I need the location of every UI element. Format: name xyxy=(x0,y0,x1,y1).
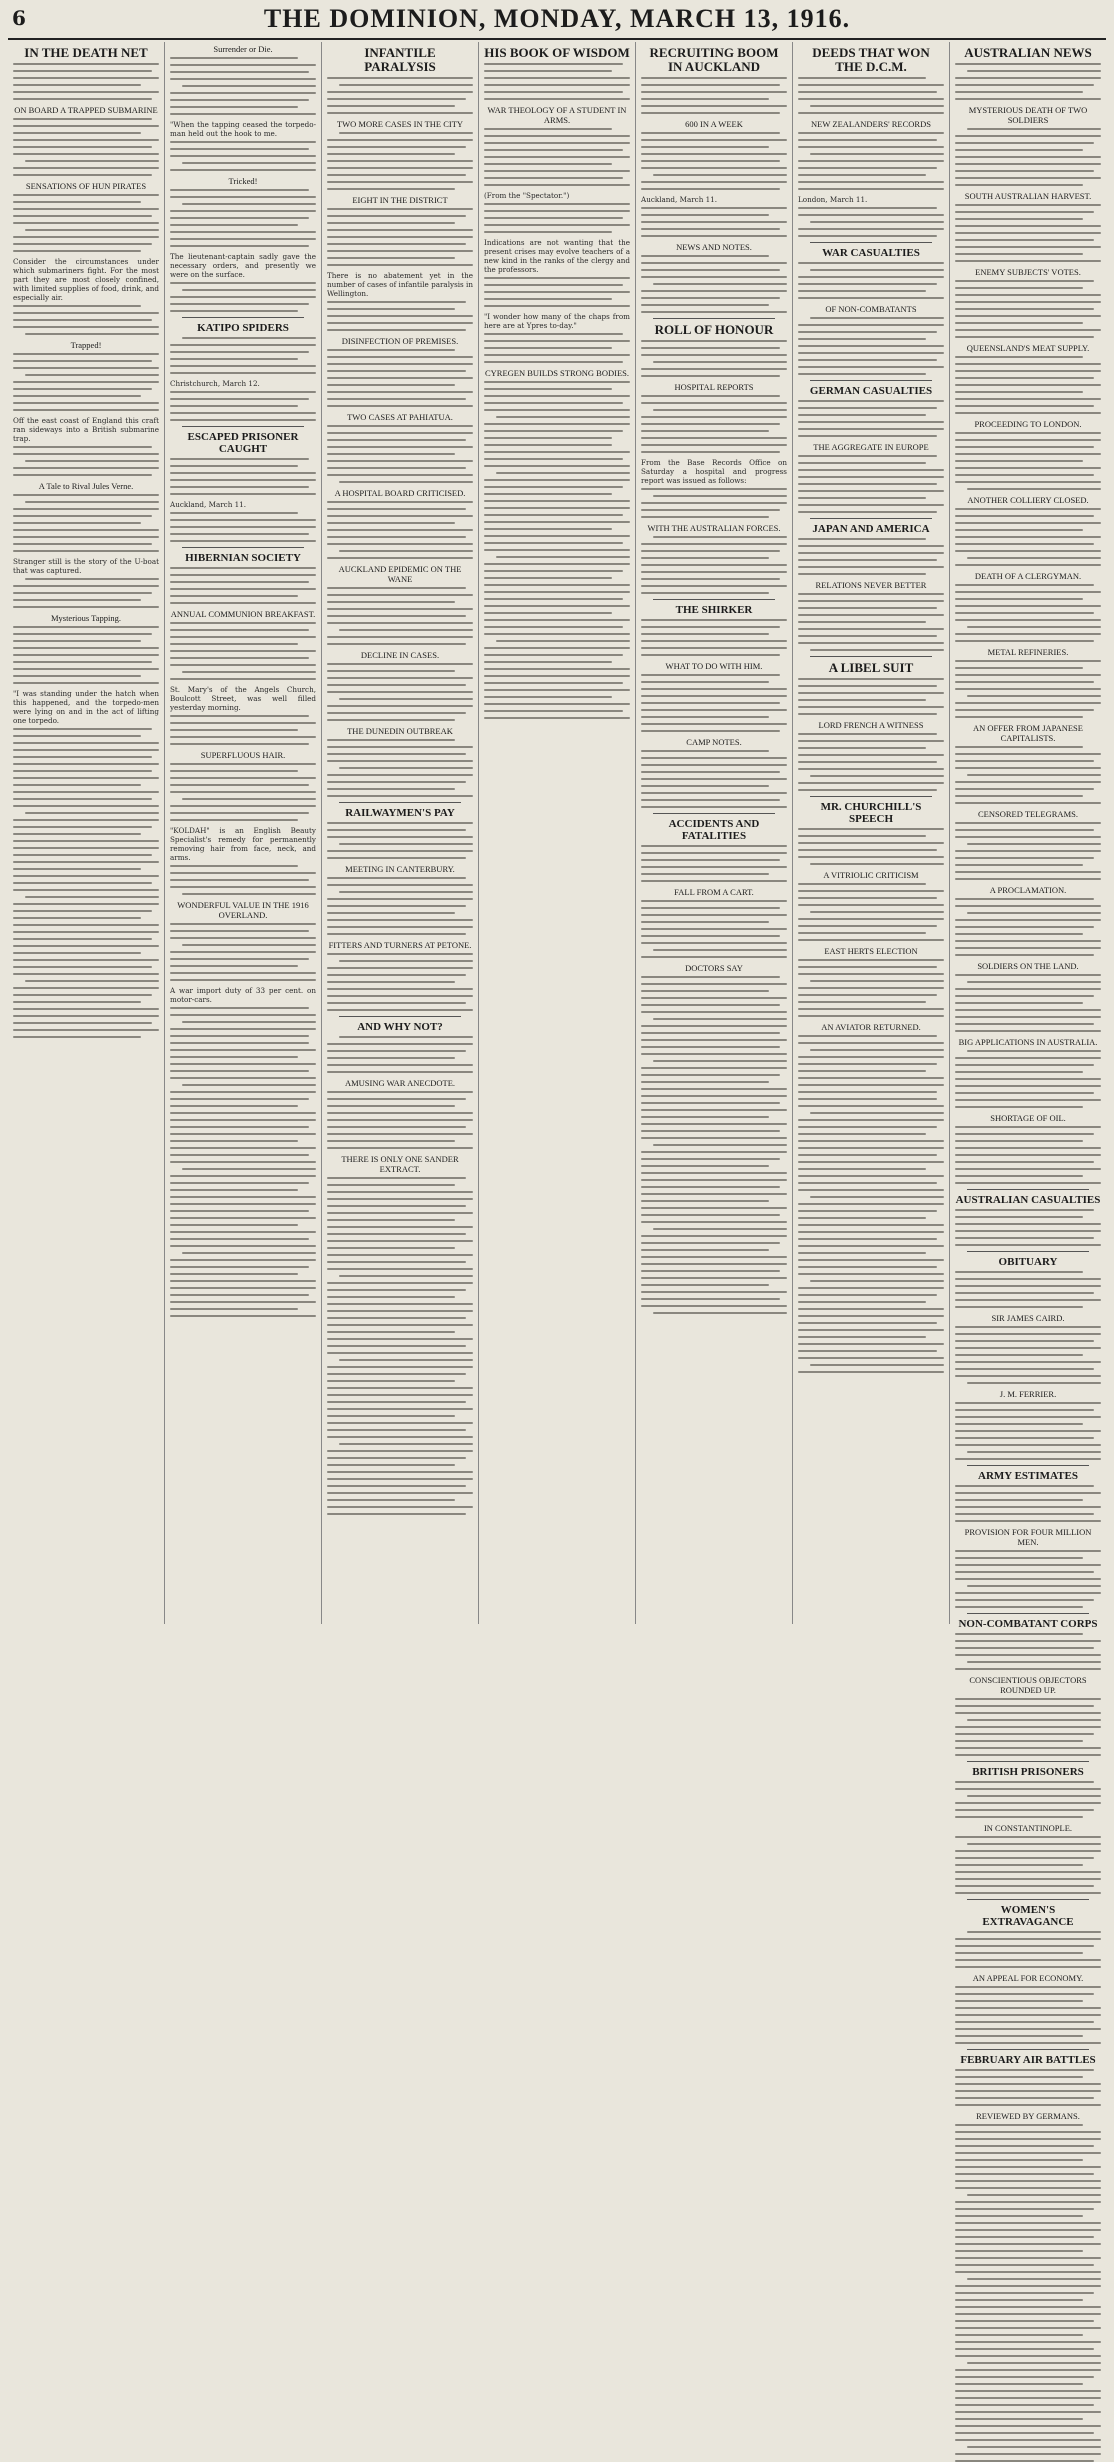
column-6 xyxy=(792,42,949,1624)
subheading: PROVISION FOR FOUR MILLION MEN. xyxy=(964,1527,1092,1547)
body-text-lines xyxy=(798,538,944,575)
article-headline: THE SHIRKER xyxy=(675,604,753,616)
body-text-lines xyxy=(955,746,1101,804)
body-text-lines xyxy=(13,194,159,252)
article-headline: RECRUITING BOOM IN AUCKLAND xyxy=(649,45,779,74)
subheading: EIGHT IN THE DISTRICT xyxy=(352,195,448,205)
article-headline: JAPAN AND AMERICA xyxy=(812,523,930,535)
newspaper-title: THE DOMINION, MONDAY, MARCH 13, 1916. xyxy=(263,4,851,33)
subheading: OF NON-COMBATANTS xyxy=(825,304,917,314)
subheading: ENEMY SUBJECTS' VOTES. xyxy=(975,267,1081,277)
article-divider xyxy=(182,547,304,548)
body-text-lines xyxy=(955,1126,1101,1184)
article-divider xyxy=(182,426,304,427)
body-text-lines xyxy=(641,845,787,882)
article-divider xyxy=(967,1189,1089,1190)
body-text-lines xyxy=(641,488,787,518)
article-divider xyxy=(810,242,932,243)
subheading: NEW ZEALANDERS' RECORDS xyxy=(811,119,931,129)
subheading: METAL REFINERIES. xyxy=(987,647,1069,657)
subheading: A HOSPITAL BOARD CRITICISED. xyxy=(334,488,466,498)
body-text-lines xyxy=(798,207,944,237)
paragraph: "I was standing under the hatch when this happened, and the torpedo-men were lying on and in the act of lifting one torpedo. xyxy=(13,689,159,725)
body-text-lines xyxy=(955,432,1101,490)
body-text-lines xyxy=(955,2124,1101,2182)
subheading: AN AVIATOR RETURNED. xyxy=(821,1022,921,1032)
body-text-lines xyxy=(955,1550,1101,1608)
body-text-lines xyxy=(955,508,1101,566)
article-divider xyxy=(967,1251,1089,1252)
body-text-lines xyxy=(955,660,1101,718)
body-text-lines xyxy=(327,953,473,1011)
column-3 xyxy=(321,42,478,1624)
body-text-lines xyxy=(327,208,473,266)
body-text-lines xyxy=(13,578,159,608)
body-text-lines xyxy=(641,132,787,190)
article-headline: GERMAN CASUALTIES xyxy=(809,385,933,397)
subheading: THE AGGREGATE IN EUROPE xyxy=(813,442,929,452)
subheading: THERE IS ONLY ONE SANDER EXTRACT. xyxy=(341,1154,459,1174)
body-text-lines xyxy=(798,132,944,190)
body-text-lines xyxy=(798,455,944,513)
body-text-lines xyxy=(170,622,316,680)
subheading: THE DUNEDIN OUTBREAK xyxy=(347,726,453,736)
article-headline: HIBERNIAN SOCIETY xyxy=(185,552,301,564)
body-text-lines xyxy=(170,1042,316,1317)
body-text-lines xyxy=(327,663,473,721)
article-headline: RAILWAYMEN'S PAY xyxy=(345,807,455,819)
body-text-lines xyxy=(170,57,316,115)
article-headline: WAR CASUALTIES xyxy=(822,247,920,259)
body-text-lines xyxy=(327,349,473,407)
subheading: Tricked! xyxy=(228,176,258,186)
body-text-lines xyxy=(170,923,316,981)
article-divider xyxy=(810,796,932,797)
body-text-lines xyxy=(955,1931,1101,1968)
paragraph: (From the "Spectator.") xyxy=(484,191,570,200)
subheading: Surrender or Die. xyxy=(213,44,273,54)
subheading: 600 IN A WEEK xyxy=(685,119,743,129)
subheading: NEWS AND NOTES. xyxy=(676,242,752,252)
body-text-lines xyxy=(484,128,630,186)
body-text-lines xyxy=(641,395,787,453)
article-divider xyxy=(967,1899,1089,1900)
subheading: AUCKLAND EPIDEMIC ON THE WANE xyxy=(338,564,462,584)
article-divider xyxy=(182,317,304,318)
subheading: DISINFECTION OF PREMISES. xyxy=(341,336,459,346)
body-text-lines xyxy=(170,715,316,745)
subheading: IN CONSTANTINOPLE. xyxy=(983,1823,1073,1833)
body-text-lines xyxy=(955,1209,1101,1246)
body-text-lines xyxy=(798,262,944,299)
article-divider xyxy=(967,2049,1089,2050)
paragraph: "KOLDAH" is an English Beauty Specialist's remedy for permanently removing hair from face, neck, and arms. xyxy=(170,826,316,862)
body-text-lines xyxy=(641,750,787,808)
article-headline: IN THE DEATH NET xyxy=(24,45,148,60)
body-text-lines xyxy=(955,128,1101,186)
subheading: REVIEWED BY GERMANS. xyxy=(976,2111,1080,2121)
subheading: AN APPEAL FOR ECONOMY. xyxy=(972,1973,1084,1983)
article-divider xyxy=(653,599,775,600)
subheading: BIG APPLICATIONS IN AUSTRALIA. xyxy=(958,1037,1098,1047)
body-text-lines xyxy=(13,763,159,1038)
body-text-lines xyxy=(13,728,159,758)
article-divider xyxy=(967,1465,1089,1466)
column-2 xyxy=(164,42,321,1624)
article-headline: HIS BOOK OF WISDOM xyxy=(484,45,630,60)
article-divider xyxy=(810,518,932,519)
body-text-lines xyxy=(955,898,1101,956)
body-text-lines xyxy=(327,132,473,190)
body-text-lines xyxy=(327,77,473,114)
body-text-lines xyxy=(170,337,316,374)
subheading: WONDERFUL VALUE IN THE 1916 OVERLAND. xyxy=(177,900,309,920)
body-text-lines xyxy=(641,340,787,377)
body-text-lines xyxy=(327,739,473,797)
subheading: A Tale to Rival Jules Verne. xyxy=(38,481,134,491)
body-text-lines xyxy=(327,1240,473,1515)
body-text-lines xyxy=(327,1091,473,1149)
subheading: DOCTORS SAY xyxy=(685,963,743,973)
body-text-lines xyxy=(798,828,944,865)
body-text-lines xyxy=(170,567,316,604)
subheading: EAST HERTS ELECTION xyxy=(824,946,918,956)
paragraph: A war import duty of 33 per cent. on motor-cars. xyxy=(170,986,316,1004)
article-divider xyxy=(810,380,932,381)
subheading: SHORTAGE OF OIL. xyxy=(990,1113,1066,1123)
body-text-lines xyxy=(484,203,630,233)
body-text-lines xyxy=(798,593,944,651)
body-text-lines xyxy=(484,444,630,719)
body-text-lines xyxy=(955,1050,1101,1108)
body-text-lines xyxy=(798,317,944,375)
body-text-lines xyxy=(955,2069,1101,2106)
body-text-lines xyxy=(955,2187,1101,2462)
body-text-lines xyxy=(327,425,473,483)
subheading: J. M. FERRIER. xyxy=(999,1389,1057,1399)
paragraph: Off the east coast of England this craft ran sideways into a British submarine trap. xyxy=(13,416,159,443)
paragraph: Auckland, March 11. xyxy=(641,195,718,204)
subheading: WHAT TO DO WITH HIM. xyxy=(665,661,763,671)
body-text-lines xyxy=(955,1402,1101,1460)
body-text-lines xyxy=(641,674,787,732)
paragraph: Christchurch, March 12. xyxy=(170,379,260,388)
body-text-lines xyxy=(798,77,944,114)
column-4 xyxy=(478,42,635,1624)
body-text-lines xyxy=(798,883,944,941)
article-divider xyxy=(339,1016,461,1017)
columns xyxy=(8,42,1106,2121)
body-text-lines xyxy=(641,536,787,594)
article-headline: A LIBEL SUIT xyxy=(828,660,914,675)
body-text-lines xyxy=(955,1485,1101,1522)
paragraph: Auckland, March 11. xyxy=(170,500,247,509)
body-text-lines xyxy=(327,301,473,331)
body-text-lines xyxy=(955,584,1101,642)
body-text-lines xyxy=(327,877,473,935)
article-headline: FEBRUARY AIR BATTLES xyxy=(960,2054,1096,2066)
column-7 xyxy=(949,42,1106,2121)
subheading: QUEENSLAND'S MEAT SUPPLY. xyxy=(966,343,1090,353)
subheading: Trapped! xyxy=(70,340,102,350)
paragraph: The lieutenant-captain sadly gave the necessary orders, and presently we were on the surface. xyxy=(170,252,316,279)
subheading: WITH THE AUSTRALIAN FORCES. xyxy=(647,523,781,533)
subheading: PROCEEDING TO LONDON. xyxy=(974,419,1082,429)
body-text-lines xyxy=(327,822,473,859)
article-headline: DEEDS THAT WON THE D.C.M. xyxy=(812,45,930,74)
subheading: Mysterious Tapping. xyxy=(50,613,122,623)
subheading: ANNUAL COMMUNION BREAKFAST. xyxy=(170,609,316,619)
article-divider xyxy=(967,1761,1089,1762)
subheading: LORD FRENCH A WITNESS xyxy=(818,720,924,730)
body-text-lines xyxy=(327,1036,473,1073)
body-text-lines xyxy=(170,141,316,171)
subheading: SOLDIERS ON THE LAND. xyxy=(977,961,1079,971)
body-text-lines xyxy=(955,280,1101,338)
body-text-lines xyxy=(484,277,630,307)
article-headline: AUSTRALIAN CASUALTIES xyxy=(955,1194,1101,1206)
subheading: DECLINE IN CASES. xyxy=(360,650,440,660)
article-headline: ROLL OF HONOUR xyxy=(654,322,774,337)
body-text-lines xyxy=(13,446,159,476)
body-text-lines xyxy=(170,865,316,895)
subheading: MYSTERIOUS DEATH OF TWO SOLDIERS xyxy=(968,105,1088,125)
body-text-lines xyxy=(641,1039,787,1314)
subheading: ANOTHER COLLIERY CLOSED. xyxy=(967,495,1089,505)
paragraph: "When the tapping ceased the torpedo-man held out the hook to me. xyxy=(170,120,316,138)
subheading: CYREGEN BUILDS STRONG BODIES. xyxy=(484,368,630,378)
article-divider xyxy=(810,656,932,657)
article-headline: ARMY ESTIMATES xyxy=(978,1470,1078,1482)
body-text-lines xyxy=(484,63,630,100)
paragraph: Stranger still is the story of the U-boat that was captured. xyxy=(13,557,159,575)
subheading: FITTERS AND TURNERS AT PETONE. xyxy=(328,940,472,950)
article-headline: WOMEN'S EXTRAVAGANCE xyxy=(982,1904,1074,1928)
column-5 xyxy=(635,42,792,1624)
column-1 xyxy=(8,42,164,1624)
paragraph: "I wonder how many of the chaps from here are at Ypres to-day." xyxy=(484,312,630,330)
body-text-lines xyxy=(798,959,944,1017)
body-text-lines xyxy=(955,204,1101,262)
body-text-lines xyxy=(955,1836,1101,1894)
subheading: DEATH OF A CLERGYMAN. xyxy=(974,571,1082,581)
body-text-lines xyxy=(955,356,1101,414)
body-text-lines xyxy=(955,1326,1101,1384)
subheading: AN OFFER FROM JAPANESE CAPITALISTS. xyxy=(973,723,1083,743)
body-text-lines xyxy=(170,391,316,421)
body-text-lines xyxy=(170,282,316,312)
subheading: HOSPITAL REPORTS xyxy=(674,382,754,392)
paragraph: St. Mary's of the Angels Church, Boulcott Street, was well filled yesterday morning. xyxy=(170,685,316,712)
body-text-lines xyxy=(798,1098,944,1373)
article-divider xyxy=(339,802,461,803)
body-text-lines xyxy=(13,494,159,552)
article-headline: OBITUARY xyxy=(998,1256,1058,1268)
article-headline: ESCAPED PRISONER CAUGHT xyxy=(187,431,299,455)
paragraph: There is no abatement yet in the number of cases of infantile paralysis in Wellington. xyxy=(327,271,473,298)
body-text-lines xyxy=(955,1986,1101,2044)
article-headline: KATIPO SPIDERS xyxy=(197,322,289,334)
subheading: CENSORED TELEGRAMS. xyxy=(978,809,1078,819)
body-text-lines xyxy=(641,77,787,114)
body-text-lines xyxy=(13,118,159,176)
subheading: A VITRIOLIC CRITICISM xyxy=(823,870,919,880)
body-text-lines xyxy=(955,1633,1101,1670)
article-headline: AUSTRALIAN NEWS xyxy=(964,45,1092,60)
paragraph: Indications are not wanting that the present crises may evolve teachers of a new kind in the ranks of the clergy and the professors. xyxy=(484,238,630,274)
article-divider xyxy=(653,813,775,814)
body-text-lines xyxy=(641,255,787,313)
article-divider xyxy=(967,1613,1089,1614)
body-text-lines xyxy=(170,1007,316,1037)
body-text-lines xyxy=(955,974,1101,1032)
article-headline: INFANTILE PARALYSIS xyxy=(364,45,436,74)
body-text-lines xyxy=(955,822,1101,880)
subheading: CAMP NOTES. xyxy=(686,737,742,747)
body-text-lines xyxy=(955,1271,1101,1308)
paragraph: London, March 11. xyxy=(798,195,868,204)
body-text-lines xyxy=(641,900,787,958)
body-text-lines xyxy=(170,458,316,495)
subheading: ON BOARD A TRAPPED SUBMARINE xyxy=(14,105,158,115)
subheading: WAR THEOLOGY OF A STUDENT IN ARMS. xyxy=(487,105,627,125)
article-headline: NON-COMBATANT CORPS xyxy=(958,1618,1098,1630)
subheading: SENSATIONS OF HUN PIRATES xyxy=(25,181,147,191)
body-text-lines xyxy=(13,626,159,684)
body-text-lines xyxy=(327,1177,473,1235)
subheading: CONSCIENTIOUS OBJECTORS ROUNDED UP. xyxy=(969,1675,1087,1695)
body-text-lines xyxy=(170,763,316,821)
article-headline: BRITISH PRISONERS xyxy=(972,1766,1084,1778)
body-text-lines xyxy=(955,1698,1101,1756)
subheading: MEETING IN CANTERBURY. xyxy=(345,864,455,874)
subheading: FALL FROM A CART. xyxy=(674,887,754,897)
article-headline: AND WHY NOT? xyxy=(357,1021,443,1033)
subheading: SIR JAMES CAIRD. xyxy=(991,1313,1065,1323)
subheading: AMUSING WAR ANECDOTE. xyxy=(344,1078,456,1088)
paragraph: From the Base Records Office on Saturday a hospital and progress report was issued as follows: xyxy=(641,458,787,485)
body-text-lines xyxy=(798,678,944,715)
subheading: A PROCLAMATION. xyxy=(989,885,1067,895)
body-text-lines xyxy=(484,333,630,363)
article-headline: MR. CHURCHILL'S SPEECH xyxy=(820,801,922,825)
body-text-lines xyxy=(798,400,944,437)
body-text-lines xyxy=(13,63,159,100)
body-text-lines xyxy=(798,1035,944,1093)
subheading: TWO CASES AT PAHIATUA. xyxy=(347,412,453,422)
body-text-lines xyxy=(798,733,944,791)
subheading: RELATIONS NEVER BETTER xyxy=(815,580,927,590)
body-text-lines xyxy=(170,512,316,542)
body-text-lines xyxy=(327,587,473,645)
article-headline: ACCIDENTS AND FATALITIES xyxy=(668,818,760,842)
body-text-lines xyxy=(13,353,159,411)
body-text-lines xyxy=(641,976,787,1034)
body-text-lines xyxy=(641,619,787,656)
body-text-lines xyxy=(955,1781,1101,1818)
body-text-lines xyxy=(955,63,1101,100)
page-number: 6 xyxy=(12,6,26,30)
paragraph: Consider the circumstances under which submariners fight. For the most part they are most closely confined, with limited supplies of food, drink, and especially air. xyxy=(13,257,159,302)
body-text-lines xyxy=(641,207,787,237)
body-text-lines xyxy=(170,189,316,247)
subheading: SUPERFLUOUS HAIR. xyxy=(200,750,286,760)
subheading: SOUTH AUSTRALIAN HARVEST. xyxy=(964,191,1092,201)
body-text-lines xyxy=(484,381,630,439)
subheading: TWO MORE CASES IN THE CITY xyxy=(336,119,464,129)
masthead xyxy=(8,4,1106,40)
body-text-lines xyxy=(327,501,473,559)
article-divider xyxy=(653,318,775,319)
body-text-lines xyxy=(13,305,159,335)
